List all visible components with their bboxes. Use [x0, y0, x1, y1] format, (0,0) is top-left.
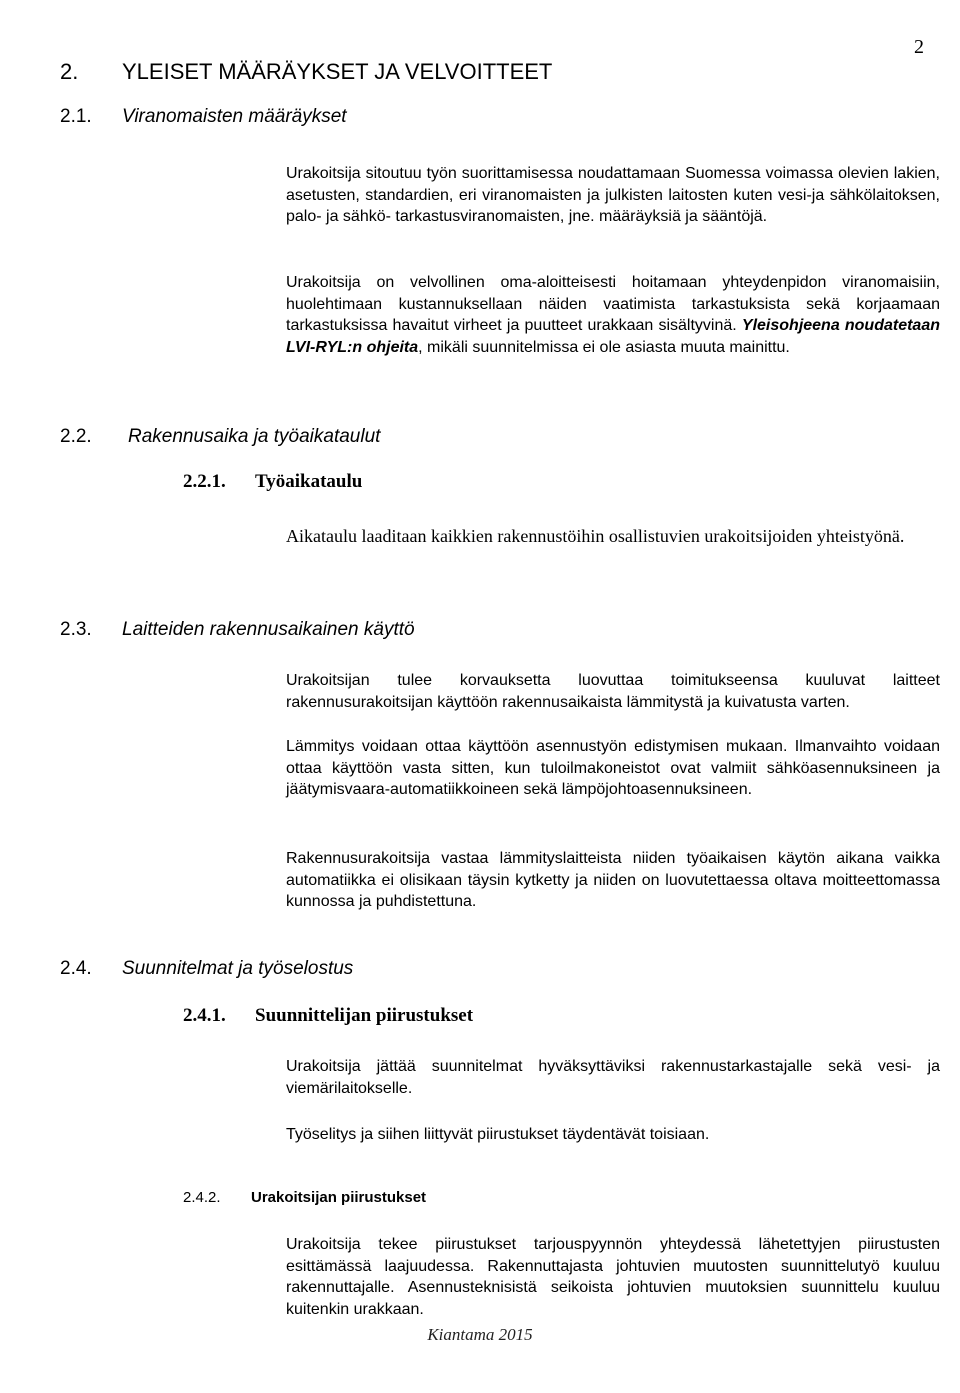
section-2-title: YLEISET MÄÄRÄYKSET JA VELVOITTEET	[122, 59, 553, 84]
section-2-4-title: Suunnitelmat ja työselostus	[122, 958, 354, 979]
section-2-number: 2.	[60, 59, 79, 84]
section-2-2-1-number: 2.2.1.	[183, 471, 226, 492]
section-2-heading	[60, 59, 552, 85]
section-2-1-paragraph-2	[286, 272, 940, 358]
section-2-2-heading	[60, 426, 380, 448]
section-2-2-1-paragraph-1: Aikataulu laaditaan kaikkien rakennustöihin osallistuvien urakoitsijoiden yhteistyönä.	[286, 526, 905, 546]
section-2-4-2-number: 2.4.2.	[183, 1189, 221, 1206]
section-2-1-p2-emphasis: Yleisohjeena noudatetaan LVI-RYL:n ohjeita	[286, 317, 941, 356]
section-2-3-paragraph-2: Lämmitys voidaan ottaa käyttöön asennustyön edistymisen mukaan. Ilmanvaihto voidaan ottaa käyttöön vasta sitten, kun tuloilmakoneistot ovat valmiit sähköasennuksineen ja jäätymisvaara-automatiikkoineen sekä lämpöjohtoasennuksineen.	[286, 738, 940, 798]
section-2-3-title: Laitteiden rakennusaikainen käyttö	[122, 619, 415, 640]
section-2-4-2-paragraph-1: Urakoitsija tekee piirustukset tarjouspyynnön yhteydessä lähetettyjen piirustusten esittämässä laajuudessa. Rakennuttajasta johtuvien muutosten suunnittelutyö kuuluu rakennuttajalle. Asennusteknisistä seikoista johtuvien muutoksien suunnittelu kuuluu kuitenkin urakkaan.	[286, 1236, 940, 1318]
section-2-4-1-title: Suunnittelijan piirustukset	[255, 1005, 474, 1026]
footer-text: Kiantama 2015	[427, 1325, 533, 1344]
section-2-1-paragraph-1: Urakoitsija sitoutuu työn suorittamisessa noudattamaan Suomessa voimassa olevien lakien, asetusten, standardien, eri viranomaisten ja julkisten laitosten kuten vesi-ja sähkölaitoksen, palo- ja sähkö- tarkastusviranomaisten, jne. määräyksiä ja sääntöjä.	[286, 165, 940, 225]
section-2-2-1-title: Työaikataulu	[255, 471, 363, 492]
section-2-4-number: 2.4.	[60, 958, 92, 979]
section-2-1-p2-text-end: , mikäli suunnitelmissa ei ole asiasta muuta mainittu.	[418, 338, 790, 356]
section-2-4-1-paragraph-2: Työselitys ja siihen liittyvät piirustukset täydentävät toisiaan.	[286, 1126, 710, 1143]
section-2-1-title: Viranomaisten määräykset	[122, 106, 347, 127]
section-2-3-heading	[60, 619, 415, 641]
section-2-4-1-heading	[183, 1005, 473, 1027]
section-2-3-number: 2.3.	[60, 619, 92, 640]
page-number: 2	[914, 36, 924, 58]
section-2-1-heading	[60, 106, 347, 128]
section-2-3-paragraph-3: Rakennusurakoitsija vastaa lämmityslaitteista niiden työaikaisen käytön aikana vaikka automatiikka ei olisikaan täysin kytketty ja niiden on luovutettaessa oltava moitteettomassa kunnossa ja puhdistettuna.	[286, 850, 940, 910]
section-2-4-1-paragraph-1: Urakoitsija jättää suunnitelmat hyväksyttäviksi rakennustarkastajalle sekä vesi- ja viemärilaitokselle.	[286, 1058, 940, 1097]
section-2-3-paragraph-1: Urakoitsijan tulee korvauksetta luovuttaa toimitukseensa kuuluvat laitteet rakennusurakoitsijan käyttöön rakennusaikaista lämmitystä ja kuivatusta varten.	[286, 672, 940, 711]
section-2-4-heading	[60, 958, 353, 980]
section-2-1-p2-text: Urakoitsija on velvollinen oma-aloitteisesti hoitamaan yhteydenpidon viranomaisiin, huolehtimaan kustannuksellaan näiden vaatimista tarkastuksista sekä korjaamaan tarkastuksissa havaitut virheet ja puutteet urakkaan sisältyvinä.	[286, 274, 940, 334]
section-2-2-number: 2.2.	[60, 426, 92, 447]
section-2-4-1-number: 2.4.1.	[183, 1005, 226, 1026]
section-2-4-2-title: Urakoitsijan piirustukset	[251, 1189, 427, 1206]
section-2-2-1-heading	[183, 471, 362, 493]
section-2-4-2-heading	[183, 1189, 426, 1206]
section-2-1-number: 2.1.	[60, 106, 92, 127]
section-2-2-title: Rakennusaika ja työaikataulut	[128, 426, 381, 447]
